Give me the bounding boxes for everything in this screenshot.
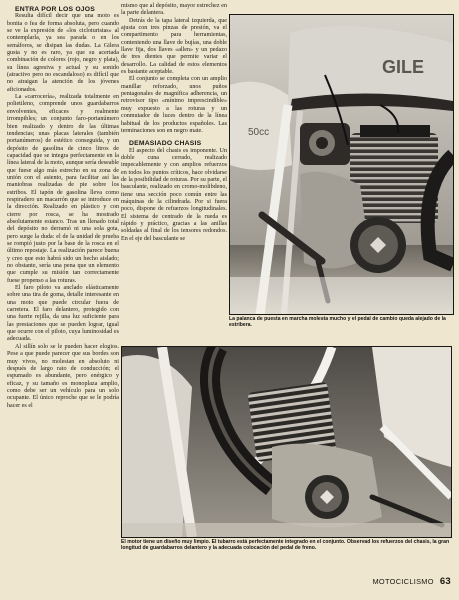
engine-side-photo	[121, 346, 452, 538]
article-column-1	[7, 6, 119, 410]
engine-kickstart-photo	[229, 14, 454, 315]
paragraph: El conjunto se completa con un amplio manillar reforzado, unos puños pentagonales de magnífica adherencia, un retrovisor tipo «mínimo imprescindible» muy expuesto a las roturas y un conmutador de luces dentro de la línea habitual de los productos españoles. Las terminaciones son en negro mate.	[121, 76, 227, 134]
paragraph: Detrás de la tapa lateral izquierda, que ajusta con tres pinzas de presión, va el compartimento para herramientas, conteniendo una llave de bujías, una doble llave fija, dos llaves «allen» y un pedazo de tres dientes que permite variar el desarrollo. La calidad de estos elementos es bastante aceptable.	[121, 17, 227, 76]
fuel-tank-logo: GILE	[382, 57, 425, 77]
engine-side-illustration	[122, 347, 451, 537]
paragraph: Resulta difícil decir que una moto es bonita o fea de forma absoluta, pero cuando se ve la expresión de «los cicloturistas» al contemplarla, ya sea parada o en los semáforos, se disipan las dudas. La Gilera gusta y no es raro, ya que su acertada combinación de colores (rojo, negro y plata), su línea agresiva y actual y su sonido (atractivo pero no escandaloso) es difícil que no atraigan la atención de los jóvenes aficionados.	[7, 13, 119, 93]
paragraph: La «carrocería», realizada totalmente en polietileno, comprende unos guardabarros envolventes, eficaces y realmente irrompibles; un conjunto faro-portanúmero bien realizado y dentro de las últimas tendencias; unas placas laterales (también portanúmeros) de estético conseguida, y un depósito de gasolina de cinco litros de capacidad que se integra perfectamente en la línea lateral de la moto, aunque sería deseable que fuese algo más estrecho en su zona de unión con el asiento, para facilitar así las maniobras realizadas de pie sobre los estribos. El tapón de gasolina lleva como respiradero un macarrón que se introduce en la dirección. Realizado en plástico y con cierre por rosca, se ha mostrado absolutamente estanco. Tras un llenado total del depósito no derramó ni una sola gota, pero surge la duda: el de la unidad de prueba se rompió justo por la base de la rosca en el último repostaje. La realización parece buena y creo que esto habrá sido un hecho aislado; no obstante, sería una pena que un elemento que cumple su misión tan correctamente fuese propenso a las roturas.	[7, 94, 120, 284]
page-footer	[372, 576, 451, 587]
paragraph: El faro piloto va anclado elásticamente sobre una tira de goma, detalle interesante en una moto que puede circular fuera de carretera. El faro delantero, protegido con una fuerte rejilla, da una luz suficiente para las prestaciones que se pueden lograr, igual que ocurre con el piloto, cuya luminosidad es adecuada.	[7, 285, 119, 343]
section-heading-entra-por-los-ojos: ENTRA POR LOS OJOS	[15, 6, 96, 13]
article-column-2	[121, 3, 227, 243]
magazine-name: MOTOCICLISMO	[372, 577, 434, 586]
engine-illustration	[230, 15, 453, 314]
photo-caption-engine: El motor tiene un diseño muy limpio. El tubarro está perfectamente integrado en el conjunto. Observad los refuerzos del chasis, la gran longitud de guardabarros delantero y la adecuada colocación del pedal de freno.	[121, 539, 450, 552]
page-number: 63	[439, 576, 451, 587]
side-cover-label: 50cc	[248, 127, 270, 138]
paragraph: Al sillín solo se le pueden hacer elogios. Pese a que puede parecer que sus bordes son muy vivos, no molestan en absoluto ni después de largo rato de conducción; el espumado es abundante, pero enérgico y eficaz, y su tamaño es monoplaza amplio, como debe ser un vehículo para un solo ocupante. El único reproche que se le podría hacer es el	[7, 343, 119, 409]
section-heading-demasiado-chasis: DEMASIADO CHASIS	[129, 140, 202, 148]
photo-caption-kickstart: La palanca de puesta en marcha molesta mucho y el pedal de cambio queda alejado de la estribera.	[229, 316, 446, 329]
paragraph: El aspecto del chasis es imponente. Un doble cuna cerrado, realizado impecablemente y con amplios refuerzos en todos los puntos críticos, hace olvidarse de la posibilidad de roturas. Por su parte, el basculante, realizado en cromo-molibdeno, tiene una sección poco común entre las máquinas de la cilindrada. Por si fuera poco, dispone de refuerzos longitudinales. El sistema de centrado de la rueda es rápido y práctico, gracias a las anillas soldadas al final de los tensores redondos. En el eje del basculante se	[121, 147, 227, 242]
paragraph: mismo que al depósito, mayor estrechez en la parte delantera.	[121, 3, 227, 17]
